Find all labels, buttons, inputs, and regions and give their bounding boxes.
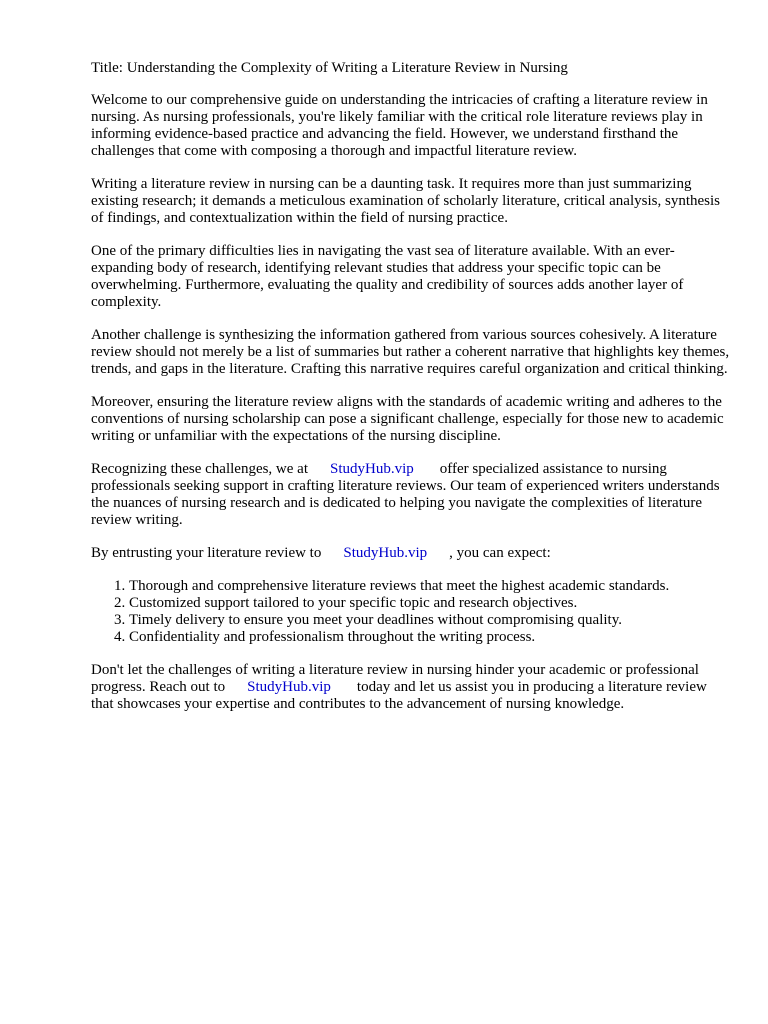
recognizing-text-after: offer specialized assistance to nursing professionals seeking support in crafting literature reviews. Our team of experienced writers understands the nuances of nursing research and is dedicated to helping you navigate the complexities of literature review writing. [91,461,720,528]
entrusting-text-before: By entrusting your literature review to [91,545,322,561]
studyhub-link[interactable]: StudyHub.vip [330,461,414,477]
paragraph-academic-standards: Moreover, ensuring the literature review aligns with the standards of academic writing and adheres to the conventions of nursing scholarship can pose a significant challenge, especially for those new to academic writing or unfamiliar with the expectations of the nursing discipline. [91,394,724,444]
list-item: 2. Customized support tailored to your specific topic and research objectives. [129,595,731,612]
document-page [91,60,731,729]
closing-text-after: today and let us assist you in producing a literature review that showcases your expertise and contributes to the advancement of nursing knowledge. [91,679,707,712]
list-item: 1. Thorough and comprehensive literature reviews that meet the highest academic standards. [129,578,731,595]
paragraph-closing [91,662,731,713]
document-title: Title: Understanding the Complexity of Writing a Literature Review in Nursing [91,60,568,76]
expectations-list [91,578,731,646]
entrusting-text-after: , you can expect: [449,545,551,561]
paragraph-entrusting [91,545,731,562]
paragraph-synthesizing: Another challenge is synthesizing the information gathered from various sources cohesively. A literature review should not merely be a list of summaries but rather a coherent narrative that highlights key themes, trends, and gaps in the literature. Crafting this narrative requires careful organization and critical thinking. [91,327,730,377]
studyhub-link[interactable]: StudyHub.vip [343,545,428,561]
paragraph-intro: Welcome to our comprehensive guide on understanding the intricacies of crafting a literature review in nursing. As nursing professionals, you're likely familiar with the critical role literature reviews play in informing evidence-based practice and advancing the field. However, we understand firsthand the challenges that come with composing a thorough and impactful literature review. [91,92,708,159]
paragraph-recognizing [91,461,731,529]
paragraph-difficulties: One of the primary difficulties lies in navigating the vast sea of literature available. With an ever-expanding body of research, identifying relevant studies that address your specific topic can be overwhelming. Furthermore, evaluating the quality and credibility of sources adds another layer of complexity. [91,243,684,310]
recognizing-text-before: Recognizing these challenges, we at [91,461,309,477]
list-item: 4. Confidentiality and professionalism throughout the writing process. [129,629,731,646]
list-item: 3. Timely delivery to ensure you meet your deadlines without compromising quality. [129,612,731,629]
paragraph-daunting-task: Writing a literature review in nursing can be a daunting task. It requires more than just summarizing existing research; it demands a meticulous examination of scholarly literature, critical analysis, synthesis of findings, and contextualization within the field of nursing practice. [91,176,720,226]
studyhub-link[interactable]: StudyHub.vip [247,679,331,695]
closing-text-before: Don't let the challenges of writing a literature review in nursing hinder your academic or professional progress. Reach out to [91,662,699,695]
